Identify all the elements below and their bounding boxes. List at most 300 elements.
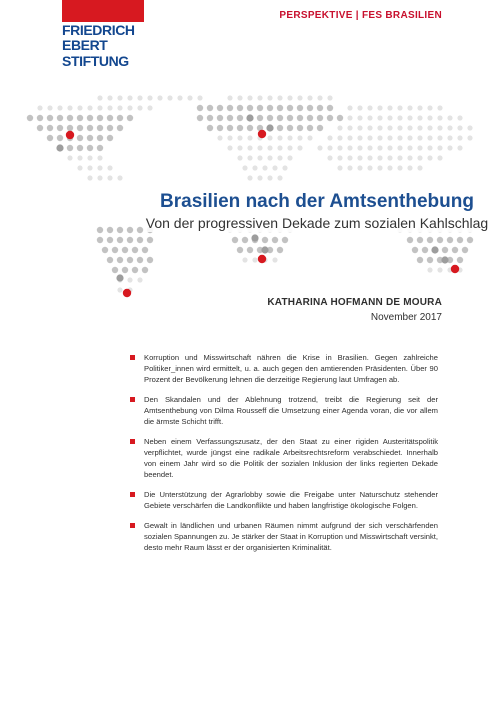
map-dot	[327, 155, 332, 160]
map-dot	[347, 145, 352, 150]
map-dot	[277, 125, 283, 131]
title-block	[0, 190, 504, 233]
map-dot	[327, 145, 332, 150]
map-dot	[97, 165, 102, 170]
map-dot	[287, 155, 292, 160]
map-dot	[457, 125, 462, 130]
map-dot	[387, 135, 392, 140]
map-dot	[107, 175, 112, 180]
map-dot	[117, 237, 123, 243]
map-dot	[247, 95, 252, 100]
map-dot	[272, 165, 277, 170]
map-dot	[267, 105, 273, 111]
map-dot	[237, 125, 243, 131]
map-dot	[132, 267, 138, 273]
map-dot	[57, 105, 62, 110]
map-dot	[97, 135, 103, 141]
map-dot	[267, 135, 272, 140]
map-dot	[427, 155, 432, 160]
map-dot	[227, 145, 232, 150]
series-label: PERSPEKTIVE | FES BRASILIEN	[279, 10, 442, 21]
map-dot	[237, 105, 243, 111]
logo-red-bar	[62, 0, 144, 22]
map-dot	[267, 95, 272, 100]
bullet-item-5	[130, 520, 438, 553]
map-dot	[67, 145, 73, 151]
map-dot	[77, 135, 83, 141]
bullet-item-3	[130, 436, 438, 480]
map-dot	[107, 257, 113, 263]
map-dot	[441, 256, 448, 263]
red-square-icon	[130, 492, 135, 497]
map-dot	[287, 105, 293, 111]
logo-line-1: FRIEDRICH	[62, 22, 135, 38]
map-dot	[447, 125, 452, 130]
map-dot	[272, 237, 278, 243]
map-dot	[262, 237, 268, 243]
map-dot	[437, 115, 442, 120]
map-dot	[67, 125, 73, 131]
map-dot	[227, 105, 233, 111]
map-dot	[257, 175, 262, 180]
map-dot	[397, 105, 402, 110]
document-title: Brasilien nach der Amtsenthebung	[160, 191, 474, 212]
map-dot	[117, 115, 123, 121]
map-dot	[127, 237, 133, 243]
map-dot	[397, 155, 402, 160]
map-dot	[147, 237, 153, 243]
map-dot	[457, 115, 462, 120]
map-dot	[107, 125, 113, 131]
map-dot	[107, 237, 113, 243]
map-dot	[297, 115, 303, 121]
map-dot	[107, 105, 112, 110]
map-dot	[117, 175, 122, 180]
map-dot	[337, 115, 343, 121]
map-dot	[282, 237, 288, 243]
map-dot	[37, 125, 43, 131]
map-dot	[327, 95, 332, 100]
map-dot	[157, 95, 162, 100]
map-dot	[247, 105, 253, 111]
map-dot	[267, 115, 273, 121]
map-dot	[277, 105, 283, 111]
publication-date: November 2017	[370, 312, 442, 323]
red-square-icon	[130, 355, 135, 360]
map-dot	[377, 145, 382, 150]
bullet-item-4	[130, 489, 438, 511]
map-dot	[227, 135, 232, 140]
map-dot	[287, 95, 292, 100]
map-dot	[427, 105, 432, 110]
map-dot	[127, 95, 132, 100]
map-dot	[137, 257, 143, 263]
map-dot	[107, 115, 113, 121]
logo-line-2: EBERT	[62, 37, 108, 53]
map-dot	[457, 145, 462, 150]
map-dot	[287, 125, 293, 131]
map-dot	[397, 125, 402, 130]
map-dot	[197, 115, 203, 121]
map-dot	[97, 175, 102, 180]
map-dot	[57, 135, 63, 141]
map-dot	[377, 125, 382, 130]
map-dot	[197, 105, 203, 111]
map-dot	[66, 131, 74, 139]
map-dot	[327, 105, 333, 111]
map-dot	[437, 105, 442, 110]
map-dot	[117, 125, 123, 131]
map-dot	[397, 145, 402, 150]
map-dot	[277, 155, 282, 160]
map-dot	[437, 155, 442, 160]
map-dot	[266, 124, 273, 131]
map-dot	[407, 125, 412, 130]
map-dot	[387, 125, 392, 130]
bullet-text-2: Den Skandalen und der Ablehnung trotzend, treibt die Regierung seit der Amtsenthebung von Dilma Rousseff die Umsetzung einer Agenda voran, die vor allem die ärmste Schicht trifft.	[144, 395, 438, 426]
document-subtitle: Von der progressiven Dekade zum sozialen Kahlschlag	[145, 215, 489, 231]
map-dot	[252, 257, 257, 262]
map-dot	[357, 145, 362, 150]
map-dot	[77, 165, 82, 170]
map-dot	[207, 115, 213, 121]
map-dot	[87, 175, 92, 180]
map-dot	[127, 257, 133, 263]
map-dot	[77, 105, 82, 110]
map-dot	[367, 135, 372, 140]
map-dot	[397, 135, 402, 140]
author-name: KATHARINA HOFMANN DE MOURA	[267, 297, 442, 308]
map-dot	[347, 135, 352, 140]
map-dot	[77, 115, 83, 121]
map-dot	[67, 115, 73, 121]
map-dot	[237, 135, 242, 140]
map-dot	[357, 165, 362, 170]
red-square-icon	[130, 439, 135, 444]
map-dot	[467, 237, 473, 243]
map-dot	[277, 247, 283, 253]
map-dot	[447, 115, 452, 120]
map-dot	[377, 165, 382, 170]
map-dot	[367, 105, 372, 110]
map-dot	[427, 115, 432, 120]
map-dot	[127, 105, 132, 110]
map-dot	[427, 135, 432, 140]
map-dot	[347, 155, 352, 160]
map-dot	[297, 95, 302, 100]
map-dot	[57, 115, 63, 121]
map-dot	[67, 105, 72, 110]
map-dot	[287, 135, 292, 140]
map-dot	[377, 115, 382, 120]
map-dot	[451, 265, 459, 273]
map-dot	[77, 145, 83, 151]
map-dot	[417, 237, 423, 243]
map-dot	[257, 105, 263, 111]
map-dot	[247, 247, 253, 253]
map-dot	[417, 155, 422, 160]
map-dot	[307, 125, 313, 131]
map-dot	[387, 145, 392, 150]
map-dot	[237, 247, 243, 253]
map-dot	[252, 165, 257, 170]
map-dot	[307, 95, 312, 100]
map-dot	[297, 135, 302, 140]
map-dot	[357, 135, 362, 140]
fes-logo	[62, 0, 144, 69]
map-dot	[407, 135, 412, 140]
map-dot	[77, 125, 83, 131]
map-dot	[427, 125, 432, 130]
map-dot	[452, 247, 458, 253]
bullet-text-5: Gewalt in ländlichen und urbanen Räumen nimmt aufgrund der sich verschärfenden sozialen Spannungen zu. Je stärker der Staat in Korruption und Misswirtschaft versinkt, desto mehr Raum lässt er der organisierten Kriminalität.	[144, 521, 438, 552]
map-dot	[412, 247, 418, 253]
map-dot	[287, 115, 293, 121]
map-dot	[417, 257, 423, 263]
map-dot	[267, 155, 272, 160]
map-dot	[207, 125, 213, 131]
map-dot	[267, 175, 272, 180]
map-dot	[117, 287, 122, 292]
map-dot	[122, 247, 128, 253]
map-dot	[97, 115, 103, 121]
map-dot	[251, 234, 258, 241]
map-dot	[447, 135, 452, 140]
map-dot	[258, 130, 266, 138]
map-dot	[387, 165, 392, 170]
map-dot	[427, 257, 433, 263]
map-dot	[246, 114, 253, 121]
map-dot	[357, 105, 362, 110]
map-dot	[427, 267, 432, 272]
map-dot	[347, 125, 352, 130]
map-dot	[417, 115, 422, 120]
map-dot	[397, 165, 402, 170]
map-dot	[277, 115, 283, 121]
map-dot	[437, 125, 442, 130]
map-dot	[147, 95, 152, 100]
map-dot	[57, 125, 63, 131]
map-dot	[407, 145, 412, 150]
map-dot	[407, 115, 412, 120]
map-dot	[147, 257, 153, 263]
map-dot	[97, 155, 102, 160]
map-dot	[417, 135, 422, 140]
map-dot	[123, 289, 131, 297]
map-dot	[367, 125, 372, 130]
map-dot	[297, 125, 303, 131]
map-dot	[327, 115, 333, 121]
map-dot	[337, 145, 342, 150]
map-dot	[422, 247, 428, 253]
map-dot	[217, 105, 223, 111]
map-dot	[87, 145, 93, 151]
map-dot	[142, 247, 148, 253]
map-dot	[237, 145, 242, 150]
map-dot	[47, 115, 53, 121]
map-dot	[147, 105, 152, 110]
bullet-text-4: Die Unterstützung der Agrarlobby sowie die Freigabe unter Naturschutz stehender Gebiete verschärfen die Landkonflikte und haben langfristige ökologische Folgen.	[144, 490, 438, 510]
map-dot	[317, 95, 322, 100]
map-dot	[367, 165, 372, 170]
map-dot	[217, 125, 223, 131]
map-dot	[467, 125, 472, 130]
map-dot	[112, 267, 118, 273]
map-dot	[307, 105, 313, 111]
map-dot	[277, 145, 282, 150]
map-dot	[137, 237, 143, 243]
map-dot	[467, 135, 472, 140]
map-dot	[137, 277, 142, 282]
map-dot	[377, 105, 382, 110]
map-dot	[357, 155, 362, 160]
bullet-item-2	[130, 394, 438, 427]
map-dot	[337, 125, 342, 130]
map-dot	[122, 267, 128, 273]
map-dot	[427, 237, 433, 243]
red-square-icon	[130, 397, 135, 402]
map-dot	[217, 115, 223, 121]
map-dot	[442, 247, 448, 253]
map-dot	[87, 105, 92, 110]
map-dot	[387, 115, 392, 120]
map-dot	[317, 105, 323, 111]
map-dot	[258, 255, 266, 263]
map-dot	[367, 115, 372, 120]
map-dot	[247, 155, 252, 160]
map-dot	[437, 135, 442, 140]
map-dot	[87, 165, 92, 170]
map-dot	[232, 237, 238, 243]
map-dot	[87, 115, 93, 121]
map-dot	[37, 105, 42, 110]
map-dot	[247, 125, 253, 131]
map-dot	[137, 95, 142, 100]
map-dot	[261, 246, 268, 253]
map-dot	[357, 115, 362, 120]
map-dot	[237, 155, 242, 160]
summary-bullets	[130, 352, 438, 562]
map-dot	[77, 155, 82, 160]
map-dot	[87, 135, 93, 141]
map-dot	[337, 135, 342, 140]
map-dot	[317, 145, 322, 150]
map-dot	[247, 135, 252, 140]
map-dot	[87, 125, 93, 131]
map-dot	[337, 155, 342, 160]
map-dot	[377, 155, 382, 160]
map-dot	[97, 95, 102, 100]
map-dot	[237, 115, 243, 121]
map-dot	[307, 135, 312, 140]
map-dot	[242, 237, 248, 243]
map-dot	[47, 125, 53, 131]
map-dot	[417, 105, 422, 110]
map-dot	[417, 145, 422, 150]
map-dot	[56, 144, 63, 151]
map-dot	[437, 145, 442, 150]
map-dot	[307, 115, 313, 121]
map-dot	[407, 155, 412, 160]
map-dot	[242, 257, 247, 262]
map-dot	[97, 105, 102, 110]
map-dot	[297, 145, 302, 150]
map-dot	[347, 115, 352, 120]
map-dot	[317, 115, 323, 121]
map-dot	[267, 145, 272, 150]
map-dot	[37, 115, 43, 121]
map-dot	[462, 247, 468, 253]
map-dot	[367, 145, 372, 150]
map-dot	[242, 165, 247, 170]
red-square-icon	[130, 523, 135, 528]
map-dot	[437, 237, 443, 243]
map-dot	[207, 105, 213, 111]
map-dot	[257, 95, 262, 100]
map-dot	[257, 145, 262, 150]
map-dot	[327, 135, 332, 140]
map-dot	[407, 165, 412, 170]
logo-line-3: STIFTUNG	[62, 53, 129, 69]
map-dot	[132, 247, 138, 253]
map-dot	[117, 257, 123, 263]
map-dot	[47, 105, 52, 110]
map-dot	[262, 165, 267, 170]
map-dot	[227, 115, 233, 121]
map-dot	[447, 145, 452, 150]
map-dot	[187, 95, 192, 100]
map-dot	[27, 115, 33, 121]
map-dot	[237, 95, 242, 100]
map-dot	[177, 95, 182, 100]
bullet-text-1: Korruption und Misswirtschaft nähren die Krise in Brasilien. Gegen zahlreiche Politiker_innen wird ermittelt, u. a. auch gegen den amtierenden Präsidenten. Über 90 Prozent der Bevölkerung lehnen die derzeitige Regierung laut Umfragen ab.	[144, 353, 438, 384]
map-dot	[247, 145, 252, 150]
map-dot	[217, 135, 222, 140]
map-dot	[87, 155, 92, 160]
map-dot	[347, 105, 352, 110]
map-dot	[167, 95, 172, 100]
map-dot	[287, 145, 292, 150]
map-dot	[431, 246, 438, 253]
map-dot	[117, 105, 122, 110]
map-dot	[116, 274, 123, 281]
map-dot	[97, 237, 103, 243]
map-dot	[277, 135, 282, 140]
map-dot	[447, 237, 453, 243]
map-dot	[277, 175, 282, 180]
map-dot	[367, 155, 372, 160]
map-dot	[107, 95, 112, 100]
map-dot	[67, 155, 72, 160]
map-dot	[97, 125, 103, 131]
map-dot	[142, 267, 148, 273]
map-dot	[457, 237, 463, 243]
map-dot	[407, 237, 413, 243]
map-dot	[97, 145, 103, 151]
map-dot	[257, 155, 262, 160]
map-dot	[137, 105, 142, 110]
map-dot	[282, 165, 287, 170]
map-dot	[127, 277, 132, 282]
map-dot	[227, 95, 232, 100]
map-dot	[107, 165, 112, 170]
map-dot	[397, 115, 402, 120]
map-dot	[427, 145, 432, 150]
map-dot	[107, 135, 113, 141]
map-dot	[317, 125, 323, 131]
map-dot	[457, 257, 463, 263]
map-dot	[47, 135, 53, 141]
